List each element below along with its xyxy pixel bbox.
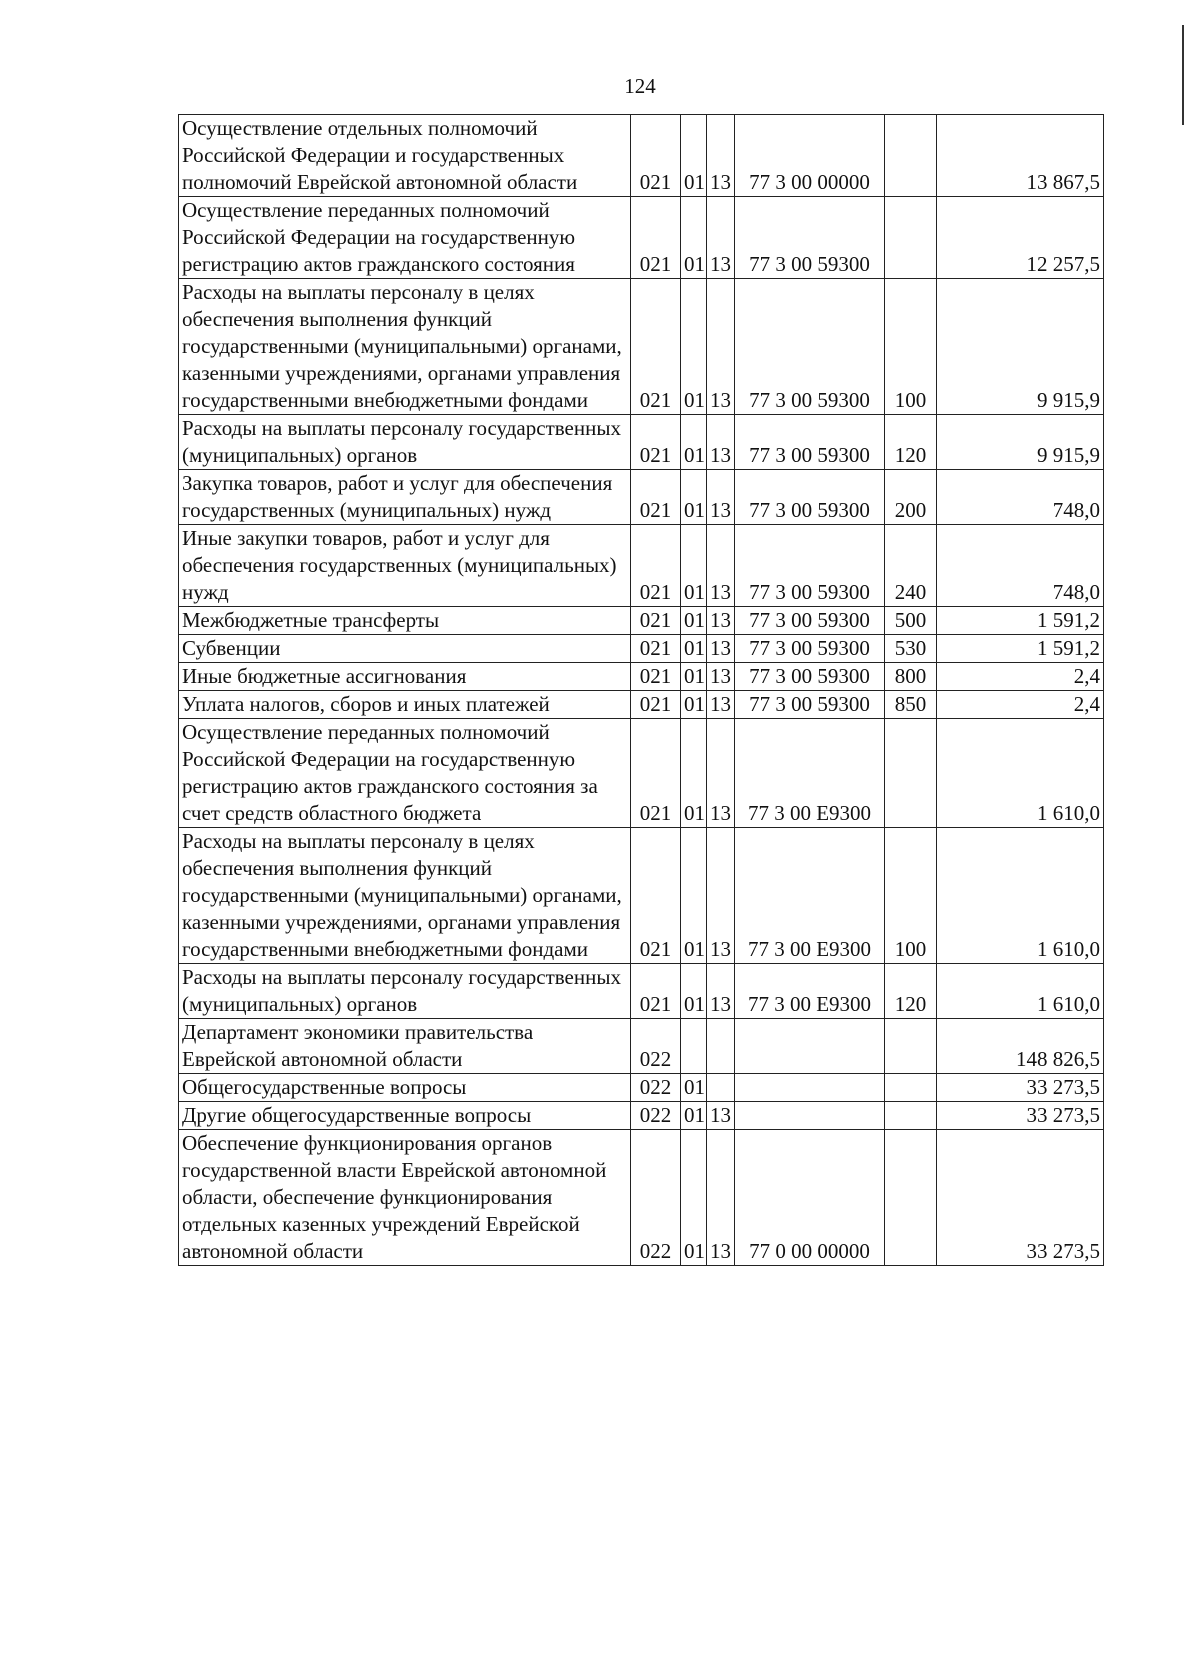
table-row xyxy=(179,1102,1104,1130)
expense-type-cell: 100 xyxy=(885,279,937,415)
ministry-code-cell: 021 xyxy=(631,663,681,691)
amount-cell: 2,4 xyxy=(937,663,1104,691)
expense-type-cell xyxy=(885,1074,937,1102)
ministry-code-cell: 021 xyxy=(631,197,681,279)
subsection-code-cell: 13 xyxy=(707,470,735,525)
subsection-code-cell: 13 xyxy=(707,197,735,279)
expense-type-cell: 850 xyxy=(885,691,937,719)
ministry-code-cell: 022 xyxy=(631,1019,681,1074)
section-code-cell: 01 xyxy=(681,607,707,635)
target-article-cell: 77 3 00 Е9300 xyxy=(735,719,885,828)
row-name-cell: Межбюджетные трансферты xyxy=(179,607,631,635)
budget-table xyxy=(178,114,1104,1266)
row-name-cell: Расходы на выплаты персоналу государственных (муниципальных) органов xyxy=(179,964,631,1019)
ministry-code-cell: 021 xyxy=(631,470,681,525)
target-article-cell: 77 3 00 Е9300 xyxy=(735,964,885,1019)
row-name-cell: Уплата налогов, сборов и иных платежей xyxy=(179,691,631,719)
table-row xyxy=(179,663,1104,691)
expense-type-cell: 100 xyxy=(885,828,937,964)
subsection-code-cell: 13 xyxy=(707,525,735,607)
target-article-cell: 77 0 00 00000 xyxy=(735,1130,885,1266)
target-article-cell: 77 3 00 59300 xyxy=(735,691,885,719)
section-code-cell: 01 xyxy=(681,663,707,691)
subsection-code-cell: 13 xyxy=(707,607,735,635)
section-code-cell xyxy=(681,1019,707,1074)
table-row xyxy=(179,719,1104,828)
section-code-cell: 01 xyxy=(681,635,707,663)
ministry-code-cell: 021 xyxy=(631,415,681,470)
target-article-cell xyxy=(735,1102,885,1130)
expense-type-cell xyxy=(885,719,937,828)
target-article-cell: 77 3 00 59300 xyxy=(735,279,885,415)
subsection-code-cell: 13 xyxy=(707,635,735,663)
row-name-cell: Иные бюджетные ассигнования xyxy=(179,663,631,691)
expense-type-cell: 120 xyxy=(885,964,937,1019)
subsection-code-cell: 13 xyxy=(707,1130,735,1266)
section-code-cell: 01 xyxy=(681,470,707,525)
expense-type-cell: 120 xyxy=(885,415,937,470)
budget-table-body xyxy=(179,115,1104,1266)
row-name-cell: Расходы на выплаты персоналу в целях обеспечения выполнения функций государственными (муниципальными) органами, казенными учреждениями, органами управления государственными внебюджетными фондами xyxy=(179,279,631,415)
table-row xyxy=(179,1074,1104,1102)
amount-cell: 748,0 xyxy=(937,470,1104,525)
table-row xyxy=(179,525,1104,607)
amount-cell: 33 273,5 xyxy=(937,1102,1104,1130)
section-code-cell: 01 xyxy=(681,1130,707,1266)
subsection-code-cell: 13 xyxy=(707,691,735,719)
row-name-cell: Осуществление переданных полномочий Российской Федерации на государственную регистрацию актов гражданского состояния за счет средств областного бюджета xyxy=(179,719,631,828)
table-row xyxy=(179,964,1104,1019)
ministry-code-cell: 021 xyxy=(631,115,681,197)
section-code-cell: 01 xyxy=(681,828,707,964)
table-row xyxy=(179,635,1104,663)
subsection-code-cell: 13 xyxy=(707,719,735,828)
ministry-code-cell: 021 xyxy=(631,279,681,415)
row-name-cell: Расходы на выплаты персоналу государственных (муниципальных) органов xyxy=(179,415,631,470)
expense-type-cell xyxy=(885,115,937,197)
section-code-cell: 01 xyxy=(681,691,707,719)
section-code-cell: 01 xyxy=(681,197,707,279)
row-name-cell: Субвенции xyxy=(179,635,631,663)
expense-type-cell: 240 xyxy=(885,525,937,607)
amount-cell: 9 915,9 xyxy=(937,279,1104,415)
subsection-code-cell: 13 xyxy=(707,663,735,691)
ministry-code-cell: 022 xyxy=(631,1074,681,1102)
amount-cell: 1 610,0 xyxy=(937,964,1104,1019)
table-row xyxy=(179,828,1104,964)
section-code-cell: 01 xyxy=(681,964,707,1019)
target-article-cell: 77 3 00 59300 xyxy=(735,470,885,525)
table-row xyxy=(179,1019,1104,1074)
ministry-code-cell: 021 xyxy=(631,964,681,1019)
expense-type-cell xyxy=(885,1019,937,1074)
section-code-cell: 01 xyxy=(681,115,707,197)
row-name-cell: Расходы на выплаты персоналу в целях обеспечения выполнения функций государственными (муниципальными) органами, казенными учреждениями, органами управления государственными внебюджетными фондами xyxy=(179,828,631,964)
subsection-code-cell: 13 xyxy=(707,828,735,964)
ministry-code-cell: 021 xyxy=(631,607,681,635)
expense-type-cell: 800 xyxy=(885,663,937,691)
expense-type-cell: 500 xyxy=(885,607,937,635)
section-code-cell: 01 xyxy=(681,1102,707,1130)
row-name-cell: Осуществление отдельных полномочий Российской Федерации и государственных полномочий Еврейской автономной области xyxy=(179,115,631,197)
table-row xyxy=(179,279,1104,415)
target-article-cell xyxy=(735,1074,885,1102)
table-row xyxy=(179,691,1104,719)
expense-type-cell xyxy=(885,197,937,279)
row-name-cell: Общегосударственные вопросы xyxy=(179,1074,631,1102)
section-code-cell: 01 xyxy=(681,525,707,607)
page-number: 124 xyxy=(624,74,656,98)
table-row xyxy=(179,1130,1104,1266)
table-row xyxy=(179,470,1104,525)
amount-cell: 1 610,0 xyxy=(937,828,1104,964)
expense-type-cell xyxy=(885,1130,937,1266)
amount-cell: 148 826,5 xyxy=(937,1019,1104,1074)
amount-cell: 1 591,2 xyxy=(937,607,1104,635)
ministry-code-cell: 022 xyxy=(631,1130,681,1266)
amount-cell: 748,0 xyxy=(937,525,1104,607)
table-row xyxy=(179,115,1104,197)
row-name-cell: Осуществление переданных полномочий Российской Федерации на государственную регистрацию актов гражданского состояния xyxy=(179,197,631,279)
amount-cell: 2,4 xyxy=(937,691,1104,719)
row-name-cell: Иные закупки товаров, работ и услуг для обеспечения государственных (муниципальных) нужд xyxy=(179,525,631,607)
amount-cell: 13 867,5 xyxy=(937,115,1104,197)
section-code-cell: 01 xyxy=(681,1074,707,1102)
section-code-cell: 01 xyxy=(681,279,707,415)
target-article-cell: 77 3 00 59300 xyxy=(735,663,885,691)
table-row xyxy=(179,197,1104,279)
row-name-cell: Обеспечение функционирования органов государственной власти Еврейской автономной области, обеспечение функционирования отдельных казенных учреждений Еврейской автономной области xyxy=(179,1130,631,1266)
expense-type-cell: 200 xyxy=(885,470,937,525)
ministry-code-cell: 021 xyxy=(631,691,681,719)
amount-cell: 9 915,9 xyxy=(937,415,1104,470)
amount-cell: 12 257,5 xyxy=(937,197,1104,279)
amount-cell: 1 610,0 xyxy=(937,719,1104,828)
target-article-cell: 77 3 00 Е9300 xyxy=(735,828,885,964)
section-code-cell: 01 xyxy=(681,415,707,470)
subsection-code-cell: 13 xyxy=(707,415,735,470)
expense-type-cell: 530 xyxy=(885,635,937,663)
section-code-cell: 01 xyxy=(681,719,707,828)
table-row xyxy=(179,607,1104,635)
row-name-cell: Другие общегосударственные вопросы xyxy=(179,1102,631,1130)
amount-cell: 1 591,2 xyxy=(937,635,1104,663)
subsection-code-cell xyxy=(707,1019,735,1074)
row-name-cell: Департамент экономики правительства Еврейской автономной области xyxy=(179,1019,631,1074)
ministry-code-cell: 021 xyxy=(631,828,681,964)
amount-cell: 33 273,5 xyxy=(937,1130,1104,1266)
target-article-cell: 77 3 00 59300 xyxy=(735,197,885,279)
ministry-code-cell: 022 xyxy=(631,1102,681,1130)
expense-type-cell xyxy=(885,1102,937,1130)
subsection-code-cell: 13 xyxy=(707,115,735,197)
target-article-cell xyxy=(735,1019,885,1074)
subsection-code-cell: 13 xyxy=(707,1102,735,1130)
subsection-code-cell xyxy=(707,1074,735,1102)
amount-cell: 33 273,5 xyxy=(937,1074,1104,1102)
row-name-cell: Закупка товаров, работ и услуг для обеспечения государственных (муниципальных) нужд xyxy=(179,470,631,525)
subsection-code-cell: 13 xyxy=(707,279,735,415)
table-row xyxy=(179,415,1104,470)
ministry-code-cell: 021 xyxy=(631,635,681,663)
ministry-code-cell: 021 xyxy=(631,719,681,828)
target-article-cell: 77 3 00 59300 xyxy=(735,525,885,607)
target-article-cell: 77 3 00 59300 xyxy=(735,607,885,635)
target-article-cell: 77 3 00 00000 xyxy=(735,115,885,197)
target-article-cell: 77 3 00 59300 xyxy=(735,635,885,663)
target-article-cell: 77 3 00 59300 xyxy=(735,415,885,470)
ministry-code-cell: 021 xyxy=(631,525,681,607)
subsection-code-cell: 13 xyxy=(707,964,735,1019)
